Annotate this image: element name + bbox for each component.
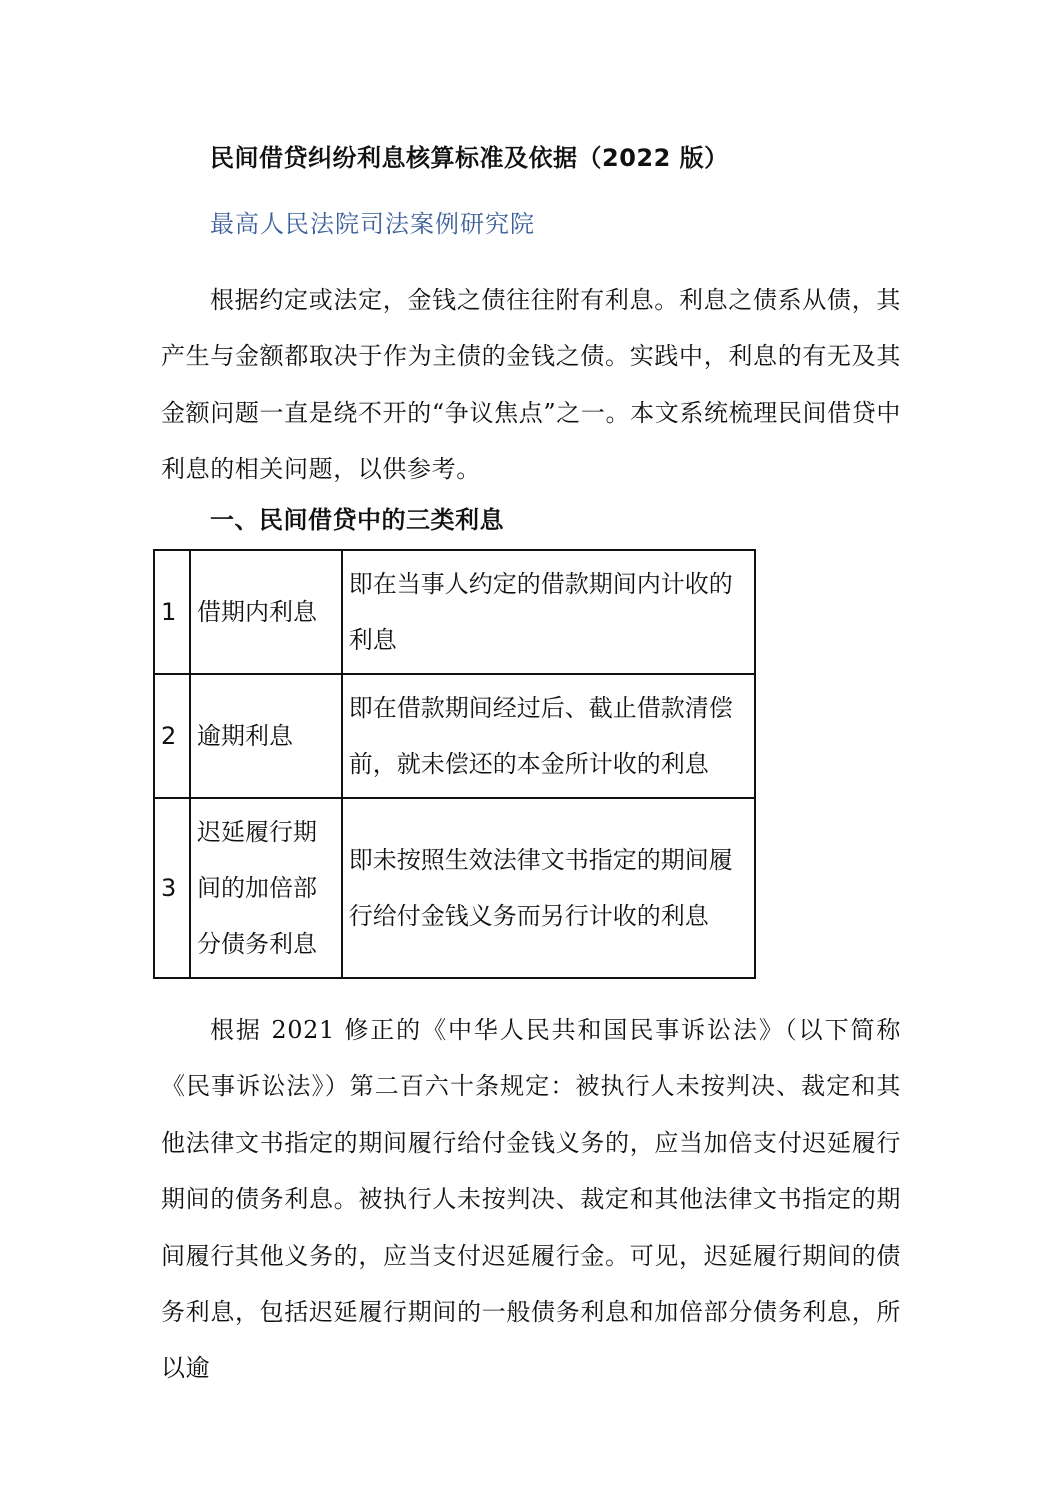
interest-type-name: 借期内利息 bbox=[190, 550, 342, 674]
row-number: 1 bbox=[154, 550, 190, 674]
intro-paragraph: 根据约定或法定，金钱之债往往附有利息。利息之债系从债，其产生与金额都取决于作为主债的金钱之债。实践中，利息的有无及其金额问题一直是绕不开的“争议焦点”之一。本文系统梳理民间借贷中利息的相关问题，以供参考。 bbox=[161, 286, 901, 484]
interest-type-description: 即在当事人约定的借款期间内计收的利息 bbox=[342, 550, 755, 674]
interest-type-description: 即未按照生效法律文书指定的期间履行给付金钱义务而另行计收的利息 bbox=[342, 798, 755, 978]
table-row bbox=[154, 550, 755, 674]
table-row bbox=[154, 798, 755, 978]
interest-types-table bbox=[153, 549, 756, 979]
document-title: 民间借贷纠纷利息核算标准及依据（2022 版） bbox=[210, 144, 729, 172]
row-number: 3 bbox=[154, 798, 190, 978]
row-number: 2 bbox=[154, 674, 190, 798]
civil-procedure-paragraph: 根据 2021 修正的《中华人民共和国民事诉讼法》（以下简称《民事诉讼法》）第二百六十条规定：被执行人未按判决、裁定和其他法律文书指定的期间履行给付金钱义务的，应当加倍支付迟延履行期间的债务利息。被执行人未按判决、裁定和其他法律文书指定的期间履行其他义务的，应当支付迟延履行金。可见，迟延履行期间的债务利息，包括迟延履行期间的一般债务利息和加倍部分债务利息，所以逾 bbox=[161, 1016, 901, 1383]
interest-type-description: 即在借款期间经过后、截止借款清偿前，就未偿还的本金所计收的利息 bbox=[342, 674, 755, 798]
document-author: 最高人民法院司法案例研究院 bbox=[210, 210, 535, 238]
section-heading: 一、民间借贷中的三类利息 bbox=[210, 506, 504, 534]
interest-type-name: 迟延履行期间的加倍部分债务利息 bbox=[190, 798, 342, 978]
interest-type-name: 逾期利息 bbox=[190, 674, 342, 798]
table-row bbox=[154, 674, 755, 798]
